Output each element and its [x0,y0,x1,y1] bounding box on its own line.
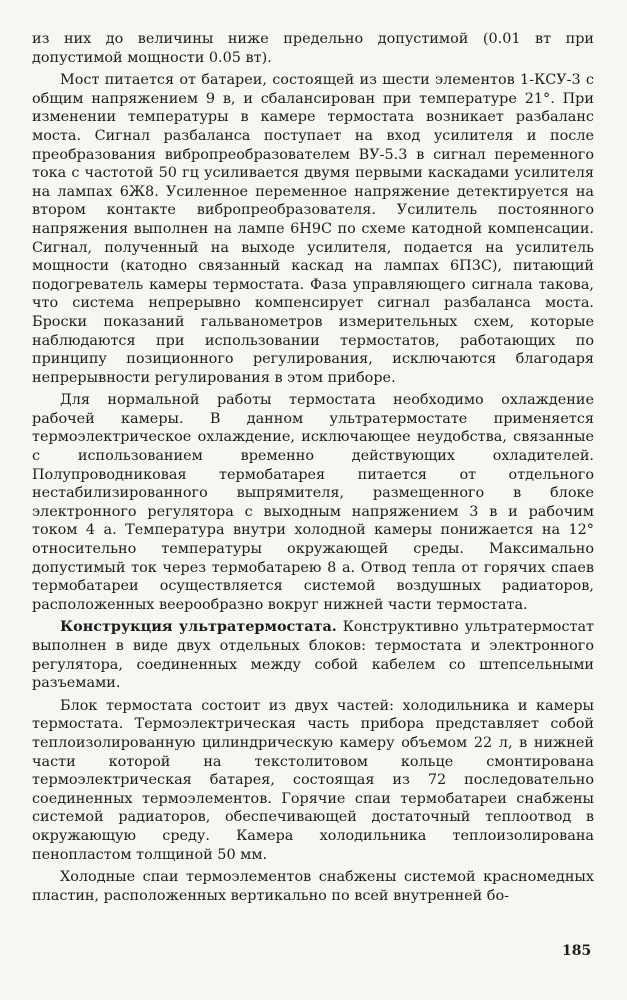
paragraph-cold-junctions: Холодные спаи термоэлементов снабжены системой красномедных пластин, расположенных вертикально по всей внутренней бо- [32,869,594,904]
paragraph-bridge-power: Мост питается от батареи, состоящей из шести элементов 1-КСУ-3 с общим напряжением 9 в, и сбалансирован при температуре 21°. При изменении температуры в камере термостата возникает разбаланс моста. Сигнал разбаланса поступает на вход усилителя и после преобразования вибропреобразователем ВУ-5.3 в сигнал переменного тока с частотой 50 гц усиливается двумя первыми каскадами усилителя на лампах 6Ж8. Усиленное переменное напряжение детектируется на втором контакте вибропреобразователя. Усилитель постоянного напряжения выполнен на лампе 6Н9С по схеме катодной компенсации. Сигнал, полученный на выходе усилителя, подается на усилитель мощности (катодно связанный каскад на лампах 6П3С), питающий подогреватель камеры термостата. Фаза управляющего сигнала такова, что система непрерывно компенсирует сигнал разбаланса моста. Броски показаний гальванометров измерительных схем, которые наблюдаются при использовании термостатов, работающих по принципу позиционного регулирования, исключаются благодаря непрерывности регулирования в этом приборе. [32,72,594,386]
paragraph-construction [32,618,594,692]
page-number: 185 [562,943,592,959]
body-text [32,30,594,909]
section-heading-text: Конструктивно ультратермостат выполнен в виде двух отдельных блоков: термостата и электронного регулятора, соединенных между собой кабелем со штепсельными разъемами. [32,619,595,692]
section-heading: Конструкция ультратермостата. [60,618,337,636]
paragraph-continuation: из них до величины ниже предельно допустимой (0.01 вт при допустимой мощности 0.05 вт). [32,31,594,66]
paragraph-thermostat-block: Блок термостата состоит из двух частей: холодильника и камеры термостата. Термоэлектрическая часть прибора представляет собой теплоизолированную цилиндрическую камеру объемом 22 л, в нижней части которой на текстолитовом кольце смонтирована термоэлектрическая батарея, состоящая из 72 последовательно соединенных термоэлементов. Горячие спаи термобатареи снабжены системой радиаторов, обеспечивающей достаточный теплоотвод в окружающую среду. Камера холодильника теплоизолирована пенопластом толщиной 50 мм. [32,697,594,863]
paragraph-cooling: Для нормальной работы термостата необходимо охлаждение рабочей камеры. В данном ультратермостате применяется термоэлектрическое охлаждение, исключающее неудобства, связанные с использованием временно действующих охладителей. Полупроводниковая термобатарея питается от отдельного нестабилизированного выпрямителя, размещенного в блоке электронного регулятора с выходным напряжением 3 в и рабочим током 4 а. Температура внутри холодной камеры понижается на 12° относительно температуры окружающей среды. Максимально допустимый ток через термобатарею 8 а. Отвод тепла от горячих спаев термобатареи осуществляется системой воздушных радиаторов, расположенных веерообразно вокруг нижней части термостата. [32,392,594,613]
